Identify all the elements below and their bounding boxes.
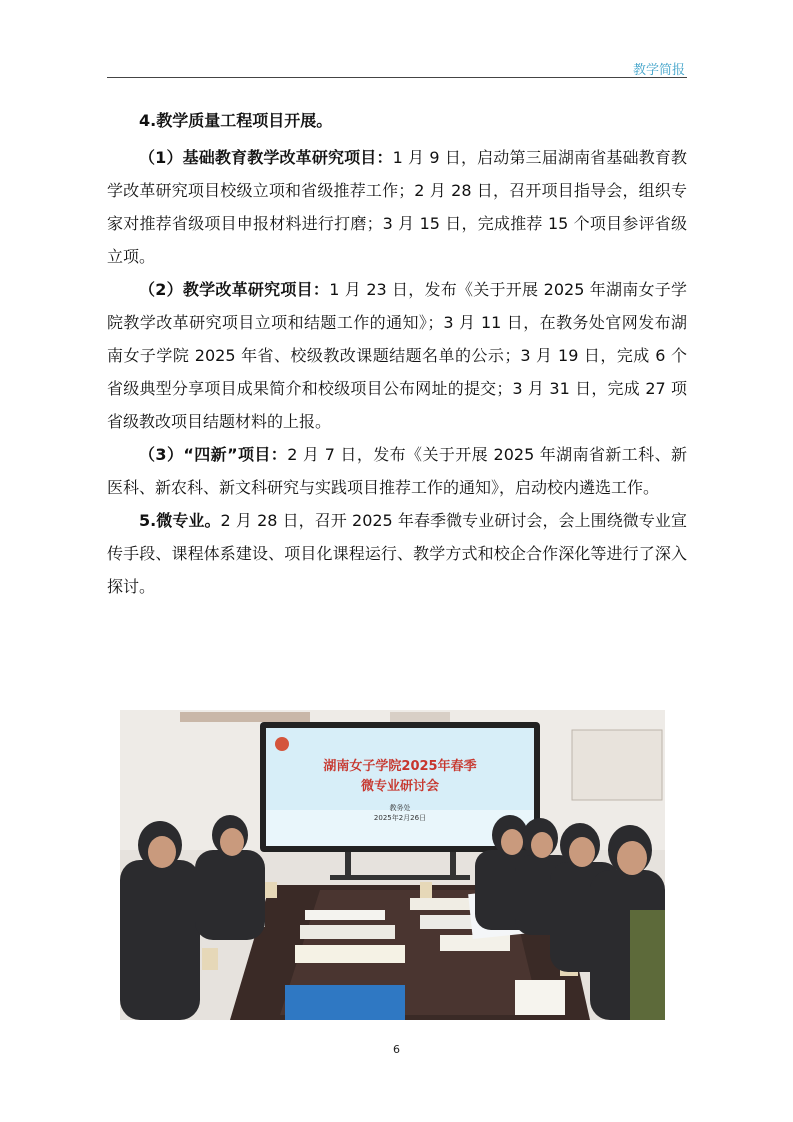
- screen-date: 2025年2月26日: [373, 814, 427, 822]
- screen-title-line2: 微专业研讨会: [360, 779, 440, 794]
- header-label: 教学简报: [632, 63, 685, 78]
- paragraph-text: 2 月 28 日，召开 2025 年春季微专业研讨会，会上围绕微专业宣传手段、课程体系建设、项目化课程运行、教学方式和校企合作深化等进行了深入探讨。: [107, 511, 687, 596]
- header-rule: [107, 77, 687, 78]
- paragraph-basic-education: [107, 141, 687, 273]
- paragraph-lead: （2）教学改革研究项目：: [139, 280, 330, 299]
- paragraph-text: 2 月 7 日，发布《关于开展 2025 年湖南省新工科、新医科、新农科、新文科研究与实践项目推荐工作的通知》，启动校内遴选工作。: [107, 445, 687, 497]
- paragraph-four-new: [107, 438, 687, 504]
- meeting-scene: [120, 710, 665, 1020]
- paragraph-lead: 5.微专业。: [139, 511, 221, 530]
- paragraph-text: 1 月 23 日，发布《关于开展 2025 年湖南女子学院教学改革研究项目立项和结题工作的通知》；3 月 11 日，在教务处官网发布湖南女子学院 2025 年省、校级教改课题结题名单的公示；3 月 19 日，完成 6 个省级典型分享项目成果简介和校级项目公布网址的提交；3 月 31 日，完成 27 项省级教改项目结题材料的上报。: [107, 280, 687, 431]
- paragraph-teaching-reform: [107, 273, 687, 438]
- document-body: [107, 104, 687, 603]
- screen-title-line1: 湖南女子学院2025年春季: [323, 759, 477, 774]
- section-4-heading: 4.教学质量工程项目开展。: [139, 111, 333, 130]
- paragraph-lead: （1）基础教育教学改革研究项目：: [139, 148, 393, 167]
- page-number: 6: [393, 1043, 400, 1056]
- paragraph-lead: （3）“四新”项目：: [139, 445, 288, 464]
- paragraph-micro-major: [107, 504, 687, 603]
- paragraph-text: 1 月 9 日，启动第三届湖南省基础教育教学改革研究项目校级立项和省级推荐工作；2 月 28 日，召开项目指导会，组织专家对推荐省级项目申报材料进行打磨；3 月 15 日，完成推荐 15 个项目参评省级立项。: [107, 148, 687, 266]
- screen-org: 教务处: [389, 804, 411, 812]
- meeting-photo: [120, 710, 665, 1020]
